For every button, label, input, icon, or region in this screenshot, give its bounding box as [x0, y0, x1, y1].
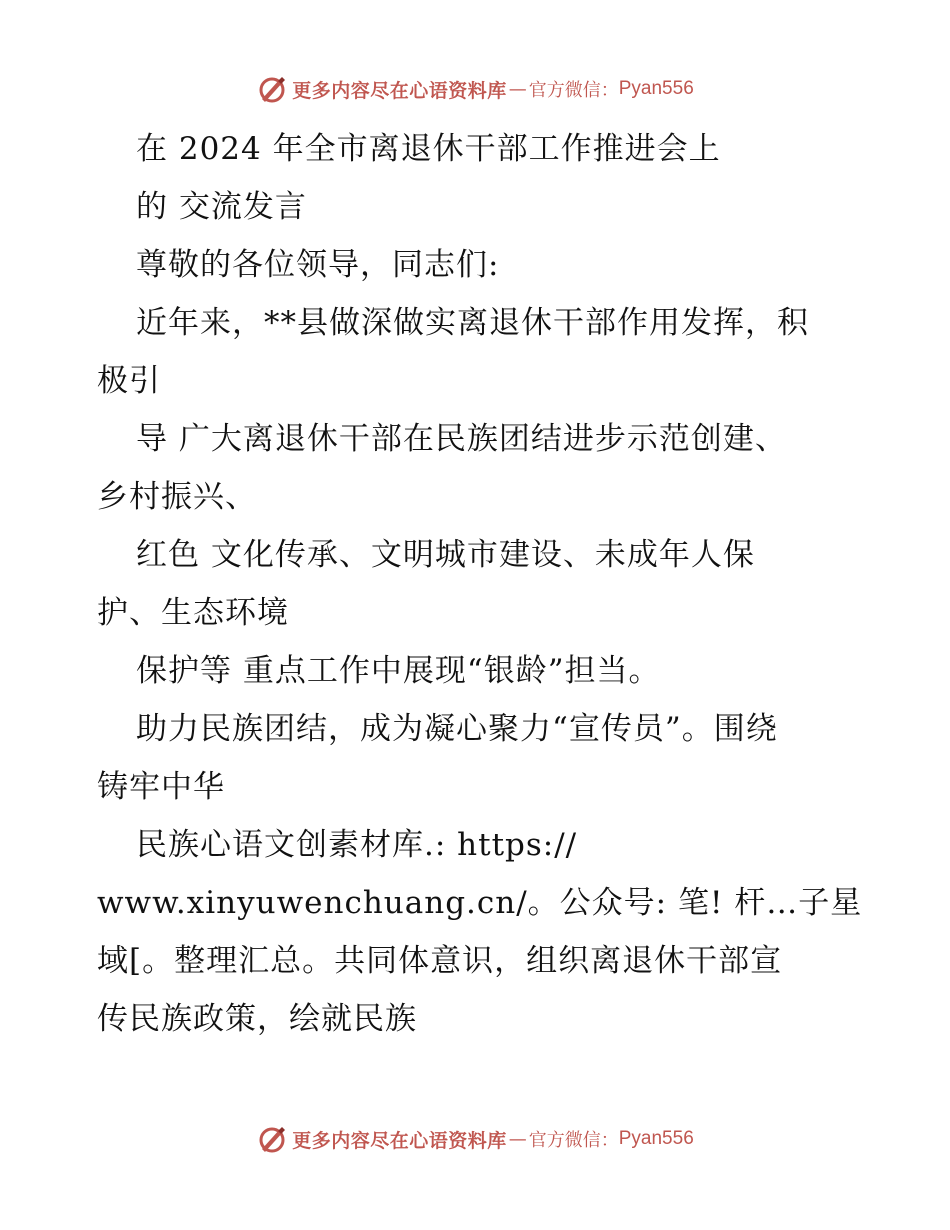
paragraph-line: 导 广大离退休干部在民族团结进步示范创建、: [136, 421, 787, 457]
banner-brand: 更多内容尽在心语资料库: [292, 79, 507, 102]
paragraph-line: 近年来，**县做深做实离退休干部作用发挥，积: [136, 305, 809, 341]
banner-wechat-label: 官方微信：: [528, 80, 619, 101]
banner-wechat-id: Pyan556: [618, 1128, 694, 1149]
paragraph-line: 民族心语文创素材库.: https://: [136, 827, 578, 863]
pen-circle-logo-icon: [256, 1123, 288, 1155]
paragraph-line: 传民族政策，绘就民族: [97, 1001, 417, 1037]
paragraph-line: 助力民族团结，成为凝心聚力“宣传员”。围绕: [136, 711, 778, 747]
paragraph-line: www.xinyuwenchuang.cn/。公众号: 笔! 杆…子星: [97, 885, 863, 921]
salutation: 尊敬的各位领导，同志们:: [136, 247, 500, 283]
banner-dash: —: [508, 1128, 527, 1150]
banner-wechat-label: 官方微信：: [528, 1130, 619, 1151]
pen-circle-logo-icon: [256, 73, 288, 105]
paragraph-line: 保护等 重点工作中展现“银龄”担当。: [136, 653, 661, 689]
paragraph-line: 护、生态环境: [97, 595, 289, 631]
header-banner: [0, 72, 950, 106]
paragraph-line: 铸牢中华: [97, 769, 225, 805]
footer-banner: [0, 1122, 950, 1156]
title-line-2: 的 交流发言: [136, 189, 307, 225]
banner-brand: 更多内容尽在心语资料库: [292, 1129, 507, 1152]
title-line-1: 在 2024 年全市离退休干部工作推进会上: [136, 131, 721, 167]
banner-wechat-id: Pyan556: [618, 78, 694, 99]
document-body: [97, 120, 867, 1048]
paragraph-line: 乡村振兴、: [97, 479, 257, 515]
paragraph-line: 红色 文化传承、文明城市建设、未成年人保: [136, 537, 755, 573]
paragraph-line: 极引: [97, 363, 161, 399]
paragraph-line: 域[。整理汇总。共同体意识，组织离退休干部宣: [97, 943, 783, 979]
banner-dash: —: [508, 78, 527, 100]
